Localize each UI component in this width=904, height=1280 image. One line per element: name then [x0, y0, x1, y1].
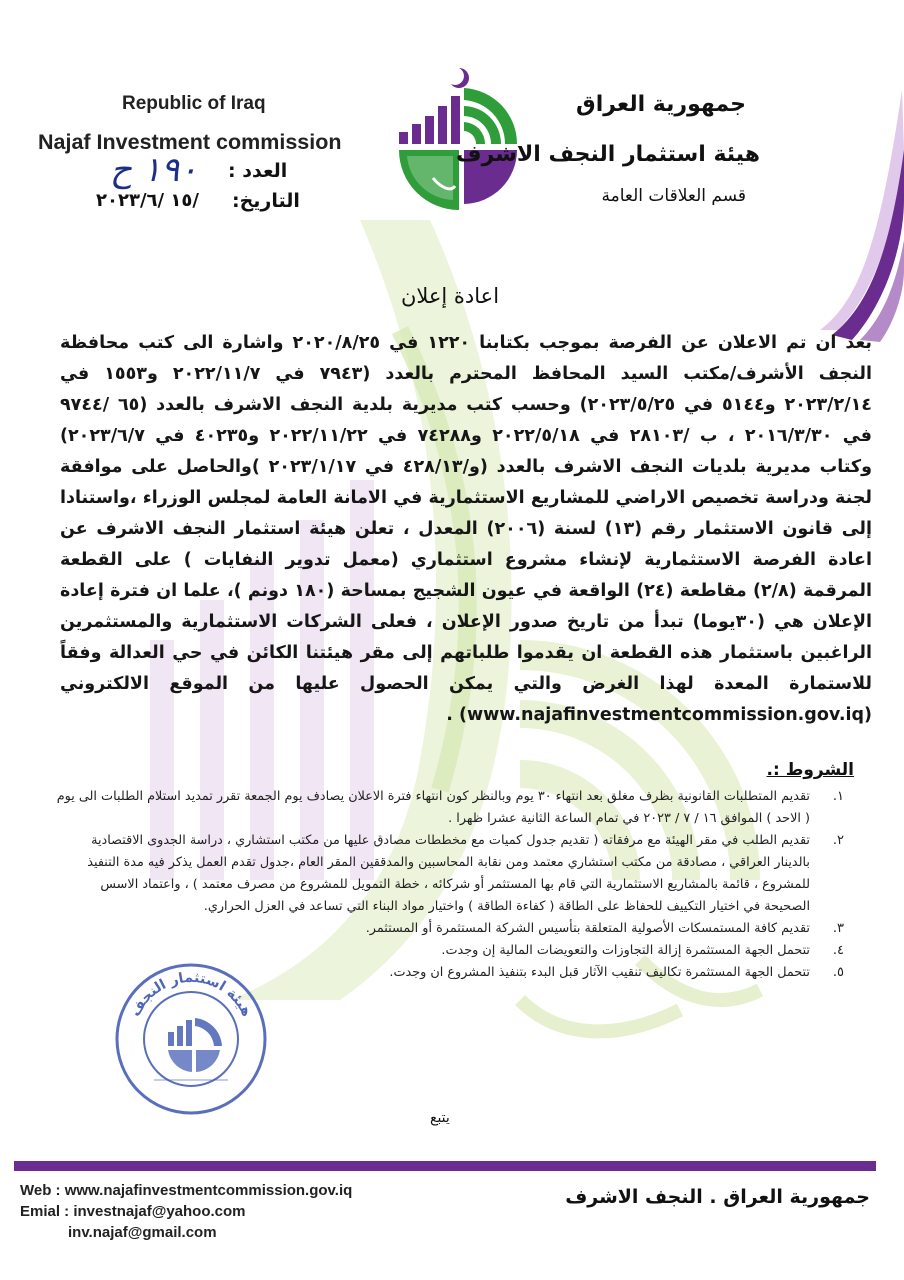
department-label-ar: قسم العلاقات العامة [601, 186, 746, 206]
commission-label-ar: هيئة استثمار النجف الاشرف [456, 142, 760, 167]
number-label: العدد : [228, 160, 288, 182]
document-title: اعادة إعلان [400, 284, 500, 308]
footer-divider [14, 1161, 876, 1171]
number-value: ١٩٠ ح [110, 150, 198, 190]
condition-number: ٣. [832, 921, 844, 936]
footer-address-ar: جمهورية العراق . النجف الاشرف [565, 1186, 870, 1208]
website-link[interactable]: (www.najafinvestmentcommission.gov.iq) [458, 705, 872, 725]
condition-item [55, 786, 844, 830]
conditions-list [55, 786, 844, 984]
condition-item [55, 940, 844, 962]
footer-web[interactable]: Web : www.najafinvestmentcommission.gov.iq [20, 1182, 353, 1199]
commission-logo [393, 60, 519, 220]
footer-email-2[interactable]: inv.najaf@gmail.com [68, 1224, 217, 1241]
footer-email-1[interactable]: Emial : investnajaf@yahoo.com [20, 1203, 246, 1220]
condition-item [55, 830, 844, 918]
condition-text: تتحمل الجهة المستثمرة إزالة التجاوزات والتعويضات المالية إن وجدت. [441, 943, 810, 958]
stamp-text: هيئة استثمار النجف [127, 969, 255, 1020]
announcement-text: بعد ان تم الاعلان عن الفرصة بموجب بكتابنا ١٢٢٠ في ٢٠٢٠/٨/٢٥ واشارة الى كتب محافظة النجف الأشرف/مكتب السيد المحافظ المحترم بالعدد (٧٩٤٣ في ٢٠٢٢/١١/٧ و١٥٥٣ في ٢٠٢٣/٢/١٤ و٥١٤٤ في ٢٠٢٣/٥/٢٥) وحسب كتب مديرية بلدية النجف الاشرف بالعدد (٦٥ /٩٧٤٤ في ٢٠١٦/٣/٣٠ ، ب /٢٨١٠٣ في ٢٠٢٢/٥/١٨ و٧٤٢٨٨ في ٢٠٢٢/١١/٢٢ و٤٠٢٣٥ في ٢٠٢٣/٦/٧) وكتاب مديرية بلديات النجف الاشرف بالعدد (و/٤٢٨/١٣ في ٢٠٢٣/١/١٧ )والحاصل على موافقة لجنة ودراسة تخصيص الاراضي للمشاريع الاستثمارية في الامانة العامة لمجلس الوزراء ،واستنادا إلى قانون الاستثمار رقم (١٣) لسنة (٢٠٠٦) المعدل ، تعلن هيئة استثمار النجف الاشرف عن اعادة الفرصة الاستثمارية لإنشاء مشروع استثماري (معمل تدوير النفايات ) على القطعة المرقمة (٢/٨) مقاطعة (٢٤) الواقعة في عيون الشجيج بمساحة (١٨٠ دونم )، علما ان فترة إعادة الإعلان هي (٣٠يوما) تبدأ من تاريخ صدور الإعلان ، فعلى الشركات الاستثمارية والمستثمرين الراغبين باستثمار هذه القطعة ان يقدموا طلباتهم إلى مقر هيئتنا الكائن في حي العدالة وفقاً للاستمارة المعدة لهذا الغرض والتي يمكن الحصول عليها من الموقع الالكتروني [60, 333, 872, 694]
svg-text:هيئة استثمار النجف [127, 970, 254, 1019]
republic-label-ar: جمهورية العراق [576, 92, 746, 117]
condition-number: ٢. [832, 833, 844, 848]
date-label: التاريخ: [232, 190, 300, 212]
commission-label-en: Najaf Investment commission [38, 130, 342, 154]
condition-text: تتحمل الجهة المستثمرة تكاليف تنقيب الآثار قبل البدء بتنفيذ المشروع ان وجدت. [389, 965, 810, 980]
end-dot: . [446, 705, 459, 725]
announcement-body [60, 328, 872, 731]
condition-number: ٤. [832, 943, 844, 958]
condition-number: ١. [832, 789, 844, 804]
official-stamp [112, 960, 270, 1118]
condition-item [55, 918, 844, 940]
condition-text: تقديم كافة المستمسكات الأصولية المتعلقة بتأسيس الشركة المستثمرة أو المستثمر. [365, 921, 810, 936]
condition-text: تقديم المتطلبات القانونية بظرف مغلق بعد انتهاء ٣٠ يوم وبالنظر كون انتهاء فترة الاعلان يصادف يوم الجمعة تقرر تمديد استلام الطلبات الى يوم ( الاحد ) الموافق ١٦ / ٧ / ٢٠٢٣ في تمام الساعة الثانية عشرا ظهرا . [56, 789, 810, 826]
condition-number: ٥. [832, 965, 844, 980]
conditions-title: الشروط :. [766, 760, 854, 780]
condition-text: تقديم الطلب في مقر الهيئة مع مرفقاته ( تقديم جدول كميات مع مخططات مصادق عليها من مكتب استشاري ، دراسة الجدوى الاقتصادية بالدينار العراقي ، مصادقة من مكتب استشاري معتمد ومن نقابة المحاسبين والمدققين المقر العام ،جدول تقدم العمل يذكر فيه مدة التنفيذ للمشروع ، قائمة بالمشاريع الاستثمارية التي قام بها المستثمر أو شركائه ، خطة التمويل للمشروع من مصرف معتمد ) ، واعتماد الاسس الصحيحة في اختيار التكييف للحفاظ على الطاقة ( كفاءة الطاقة ) واختيار مواد البناء التي تساعد في العزل الحراري. [87, 833, 810, 914]
follow-text: يتبع [430, 1110, 450, 1126]
date-value: ١٥ /٢٠٢٣/٦/ [96, 190, 199, 211]
republic-label-en: Republic of Iraq [122, 93, 266, 114]
